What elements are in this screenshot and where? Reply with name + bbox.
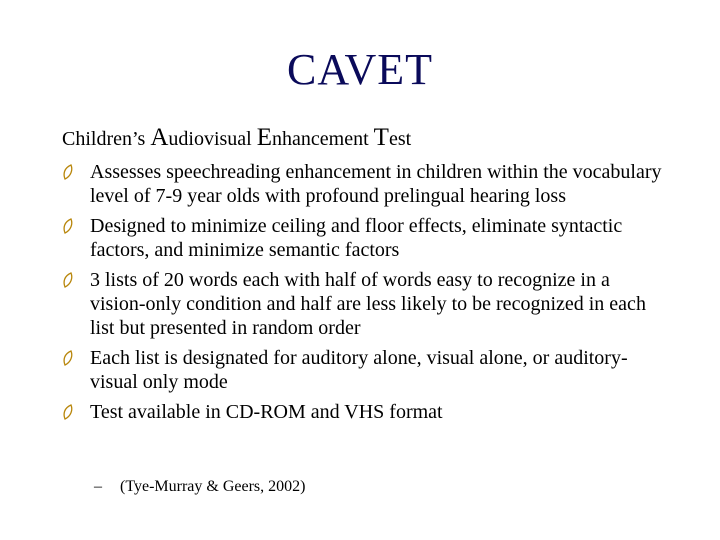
bullet-item [60, 214, 670, 262]
hollow-leaf-bullet-icon [62, 164, 74, 180]
subtitle-cap-e: E [256, 124, 273, 151]
hollow-leaf-bullet-icon [62, 218, 74, 234]
bullet-item [60, 268, 670, 340]
subtitle-cap-t: T [373, 124, 389, 151]
subtitle-cap-c: C [62, 128, 76, 150]
bullet-list [60, 160, 670, 430]
hollow-leaf-bullet-icon [62, 350, 74, 366]
slide-subtitle [62, 124, 411, 153]
bullet-item [60, 400, 670, 424]
subtitle-cap-a: A [150, 124, 169, 151]
bullet-item [60, 346, 670, 394]
subtitle-text-2: udiovisual [168, 128, 257, 150]
bullet-text: 3 lists of 20 words each with half of words easy to recognize in a vision-only condition and half are less likely to be recognized in each list but presented in random order [90, 269, 646, 339]
bullet-item [60, 160, 670, 208]
bullet-text: Assesses speechreading enhancement in children within the vocabulary level of 7-9 year olds with profound prelingual hearing loss [90, 161, 662, 207]
subtitle-text-3: nhancement [272, 128, 374, 150]
citation-text: (Tye-Murray & Geers, 2002) [120, 478, 306, 495]
sub-bullet-dash: – [94, 478, 102, 495]
bullet-text: Test available in CD-ROM and VHS format [90, 401, 443, 423]
subtitle-text-4: est [388, 128, 412, 150]
slide-title: CAVET [287, 45, 433, 94]
citation [94, 477, 305, 497]
hollow-leaf-bullet-icon [62, 272, 74, 288]
bullet-text: Designed to minimize ceiling and floor effects, eliminate syntactic factors, and minimize semantic factors [90, 215, 623, 261]
bullet-text: Each list is designated for auditory alone, visual alone, or auditory-visual only mode [90, 347, 628, 393]
hollow-leaf-bullet-icon [62, 404, 74, 420]
subtitle-text-1: hildren’s [75, 128, 151, 150]
